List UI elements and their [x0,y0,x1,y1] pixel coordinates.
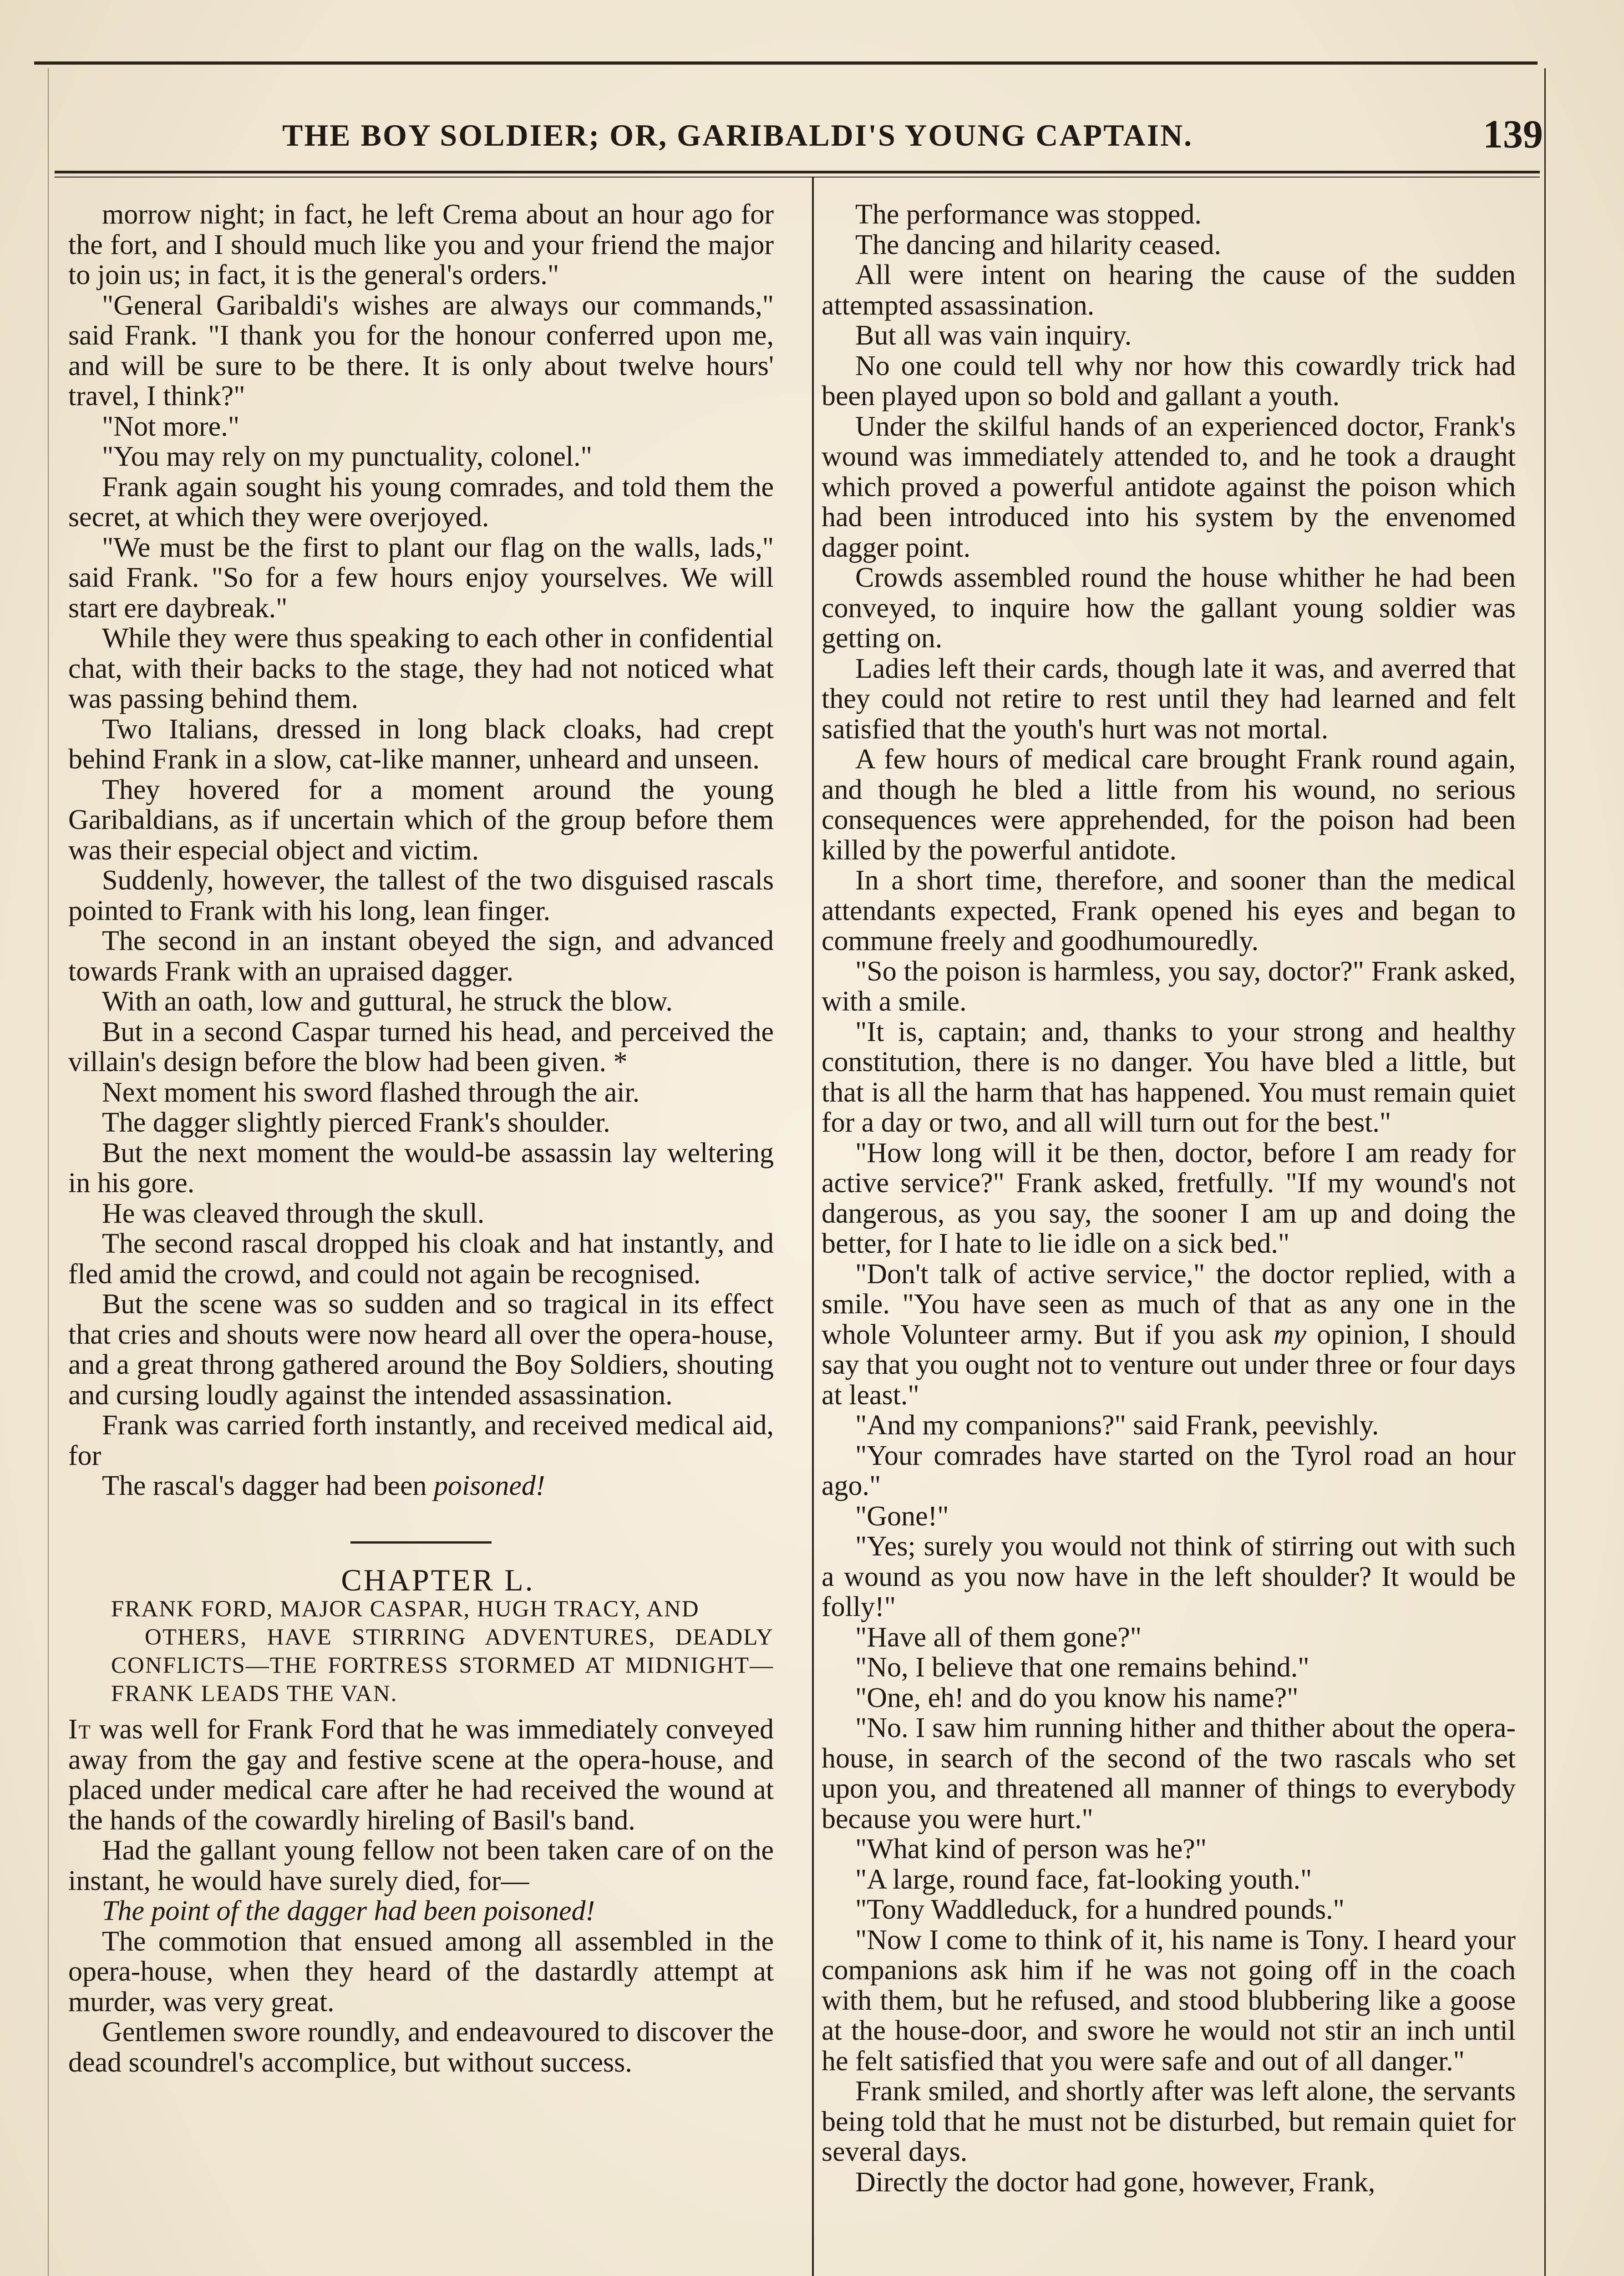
chapter-title: CHAPTER L. [341,1562,535,1597]
chapter-summary-rest: OTHERS, HAVE STIRRING ADVENTURES, DEADLY CONFLICTS—THE FORTRESS STORMED AT MIDNIGHT—FRANK LEADS THE VAN. [111,1625,774,1707]
paragraph: "Tony Waddleduck, for a hundred pounds." [855,1894,1345,1925]
paragraph: Under the skilful hands of an experienced doctor, Frank's wound was immediately attended to, and he took a draught which proved a powerful antidote against the poison which had been introduced into his system by the envenomed dagger point. [822,411,1516,563]
paragraph: The dancing and hilarity ceased. [855,229,1221,260]
paragraph: But all was vain inquiry. [855,320,1132,351]
right-column [822,199,1516,2197]
header-rule [55,171,1540,173]
paragraph: They hovered for a moment around the young Garibaldians, as if uncertain which of the group before them was their especial object and victim. [68,774,774,866]
left-paragraphs [68,199,774,1471]
top-rule [34,61,1538,65]
paragraph: "How long will it be then, doctor, before I am ready for active service?" Frank asked, fretfully. "If my wound's not dangerous, as you say, the sooner I am up and doing the better, for I hate to lie idle on a sick bed." [822,1137,1516,1259]
chapter-summary [68,1595,774,1708]
paragraph: Frank smiled, and shortly after was left alone, the servants being told that he must not be disturbed, but remain quiet for several days. [822,2076,1516,2167]
doctor-reply-paragraph [822,1259,1516,1411]
poisoned-line-emphasis: poisoned! [433,1470,545,1501]
paragraph: "Gone!" [855,1500,949,1532]
paragraph: Next moment his sword flashed through the air. [102,1077,640,1108]
paragraph: "You may rely on my punctuality, colonel." [102,441,592,472]
paragraph: Directly the doctor had gone, however, Frank, [855,2166,1375,2198]
closing-paragraphs [68,1926,774,2078]
paragraph: "No, I believe that one remains behind." [855,1652,1309,1683]
paragraph: The second in an instant obeyed the sign, and advanced towards Frank with an upraised dagger. [68,925,774,987]
paragraph: Suddenly, however, the tallest of the two disguised rascals pointed to Frank with his long, lean finger. [68,865,774,926]
paragraph: A few hours of medical care brought Frank round again, and though he bled a little from his wound, no serious consequences were apprehended, for the poison had been killed by the powerful antidote. [822,744,1516,866]
paragraph: All were intent on hearing the cause of the sudden attempted assassination. [822,259,1516,321]
italic-line: The point of the dagger had been poisoned! [102,1895,595,1926]
paragraph: "And my companions?" said Frank, peevishly. [855,1410,1379,1441]
paragraph: The second rascal dropped his cloak and hat instantly, and fled amid the crowd, and could not again be recognised. [68,1228,774,1290]
paragraph: He was cleaved through the skull. [102,1198,485,1229]
column-divider [812,178,814,2276]
paragraph: But in a second Caspar turned his head, and perceived the villain's design before the blow had been given. * [68,1016,774,1077]
chapter-rule [350,1541,492,1544]
paragraph: "What kind of person was he?" [855,1834,1207,1864]
left-border [48,68,49,2276]
paragraph: In a short time, therefore, and sooner than the medical attendants expected, Frank opened his eyes and began to commune freely and goodhumouredly. [822,865,1516,956]
running-title: THE BOY SOLDIER; OR, GARIBALDI'S YOUNG CAPTAIN. [282,118,1193,152]
paragraph: The dagger slightly pierced Frank's shoulder. [102,1107,610,1138]
paragraph: "A large, round face, fat-looking youth." [855,1864,1312,1895]
paragraph: "General Garibaldi's wishes are always our commands," said Frank. "I thank you for the honour conferred upon me, and will be sure to be there. It is only about twelve hours' travel, I think?" [68,290,774,412]
paragraph: "So the poison is harmless, you say, doctor?" Frank asked, with a smile. [822,955,1516,1017]
paragraph: "Your comrades have started on the Tyrol road an hour ago." [822,1440,1516,1501]
chapter-summary-first: FRANK FORD, MAJOR CASPAR, HUGH TRACY, AND [111,1596,700,1622]
chapter-opening-paragraph [68,1714,774,1835]
paragraph: "It is, captain; and, thanks to your strong and healthy constitution, there is no danger. You have bled a little, but that is all the harm that has happened. You must remain quiet for a day or two, and all will turn out for the best." [822,1016,1516,1138]
paragraph: Two Italians, dressed in long black cloaks, had crept behind Frank in a slow, cat-like manner, unheard and unseen. [68,713,774,775]
paragraph: "Have all of them gone?" [855,1621,1142,1653]
chapter-separator [68,1523,774,1557]
paragraph: Crowds assembled round the house whither he had been conveyed, to inquire how the gallant young soldier was getting on. [822,562,1516,654]
paragraph: morrow night; in fact, he left Crema about an hour ago for the fort, and I should much like you and your friend the major to join us; in fact, it is the general's orders." [68,199,774,290]
paragraph: Frank again sought his young comrades, and told them the secret, at which they were overjoyed. [68,471,774,533]
paragraph: But the scene was so sudden and so tragical in its effect that cries and shouts were now heard all over the opera-house, and a great throng gathered around the Boy Soldiers, shouting and cursing loudly against the intended assassination. [68,1289,774,1411]
paragraph: But the next moment the would-be assassin lay weltering in his gore. [68,1137,774,1199]
left-column [68,199,774,2078]
doctor-reply-b: opinion, I should say that you ought not to venture out under three or four days at least." [822,1319,1516,1411]
paragraph: While they were thus speaking to each other in confidential chat, with their backs to the stage, they had not noticed what was passing behind them. [68,623,774,714]
paragraph: "No. I saw him running hither and thither about the opera-house, in search of the second of the two rascals who set upon you, and threatened all manner of things to everybody because you were hurt." [822,1712,1516,1834]
paragraph: Frank was carried forth instantly, and received medical aid, for [68,1410,774,1471]
paragraph: Gentlemen swore roundly, and endeavoured to discover the dead scoundrel's accomplice, but without success. [68,2017,774,2078]
paragraph: "Yes; surely you would not think of stirring out with such a wound as you now have in the left shoulder? It would be folly!" [822,1531,1516,1622]
poisoned-line [68,1471,774,1501]
paragraph: "Not more." [102,411,240,442]
doctor-reply-a: "Don't talk of active service," the doctor replied, with a smile. "You have seen as much of that as any one in the whole Volunteer army. But if you ask [822,1258,1516,1350]
paragraph: "One, eh! and do you know his name?" [855,1682,1299,1713]
right-more-paragraphs [822,1410,1516,2197]
paragraph: With an oath, low and guttural, he struck the blow. [102,986,673,1017]
header-rule-thin [55,177,1540,178]
paragraph: "Now I come to think of it, his name is Tony. I heard your companions ask him if he was not going off in the coach with them, but he refused, and stood blubbering like a goose at the house-door, and swore he would not stir an inch until he felt satisfied that you were safe and out of all danger." [822,1924,1516,2077]
right-border [1544,68,1546,2276]
paragraph: The commotion that ensued among all assembled in the opera-house, when they heard of the dastardly attempt at murder, was very great. [68,1925,774,2017]
doctor-reply-italic: my [1273,1319,1307,1350]
paragraph: The performance was stopped. [855,199,1202,230]
after-chapter-paragraphs [68,1835,774,1896]
opening-word: It [68,1714,91,1745]
page-number: 139 [1483,112,1543,157]
paragraph: Had the gallant young fellow not been taken care of on the instant, he would have surely died, for— [68,1835,774,1896]
paragraph: No one could tell why nor how this cowardly trick had been played upon so bold and gallant a youth. [822,350,1516,412]
poisoned-line-text: The rascal's dagger had been [102,1470,434,1501]
opening-rest: was well for Frank Ford that he was immediately conveyed away from the gay and festive scene at the opera-house, and placed under medical care after he had received the wound at the hands of the cowardly hireling of Basil's band. [68,1714,774,1836]
paragraph: "We must be the first to plant our flag on the walls, lads," said Frank. "So for a few hours enjoy yourselves. We will start ere daybreak." [68,532,774,624]
paragraph: Ladies left their cards, though late it was, and averred that they could not retire to rest until they had learned and felt satisfied that the youth's hurt was not mortal. [822,653,1516,745]
right-paragraphs [822,199,1516,1259]
